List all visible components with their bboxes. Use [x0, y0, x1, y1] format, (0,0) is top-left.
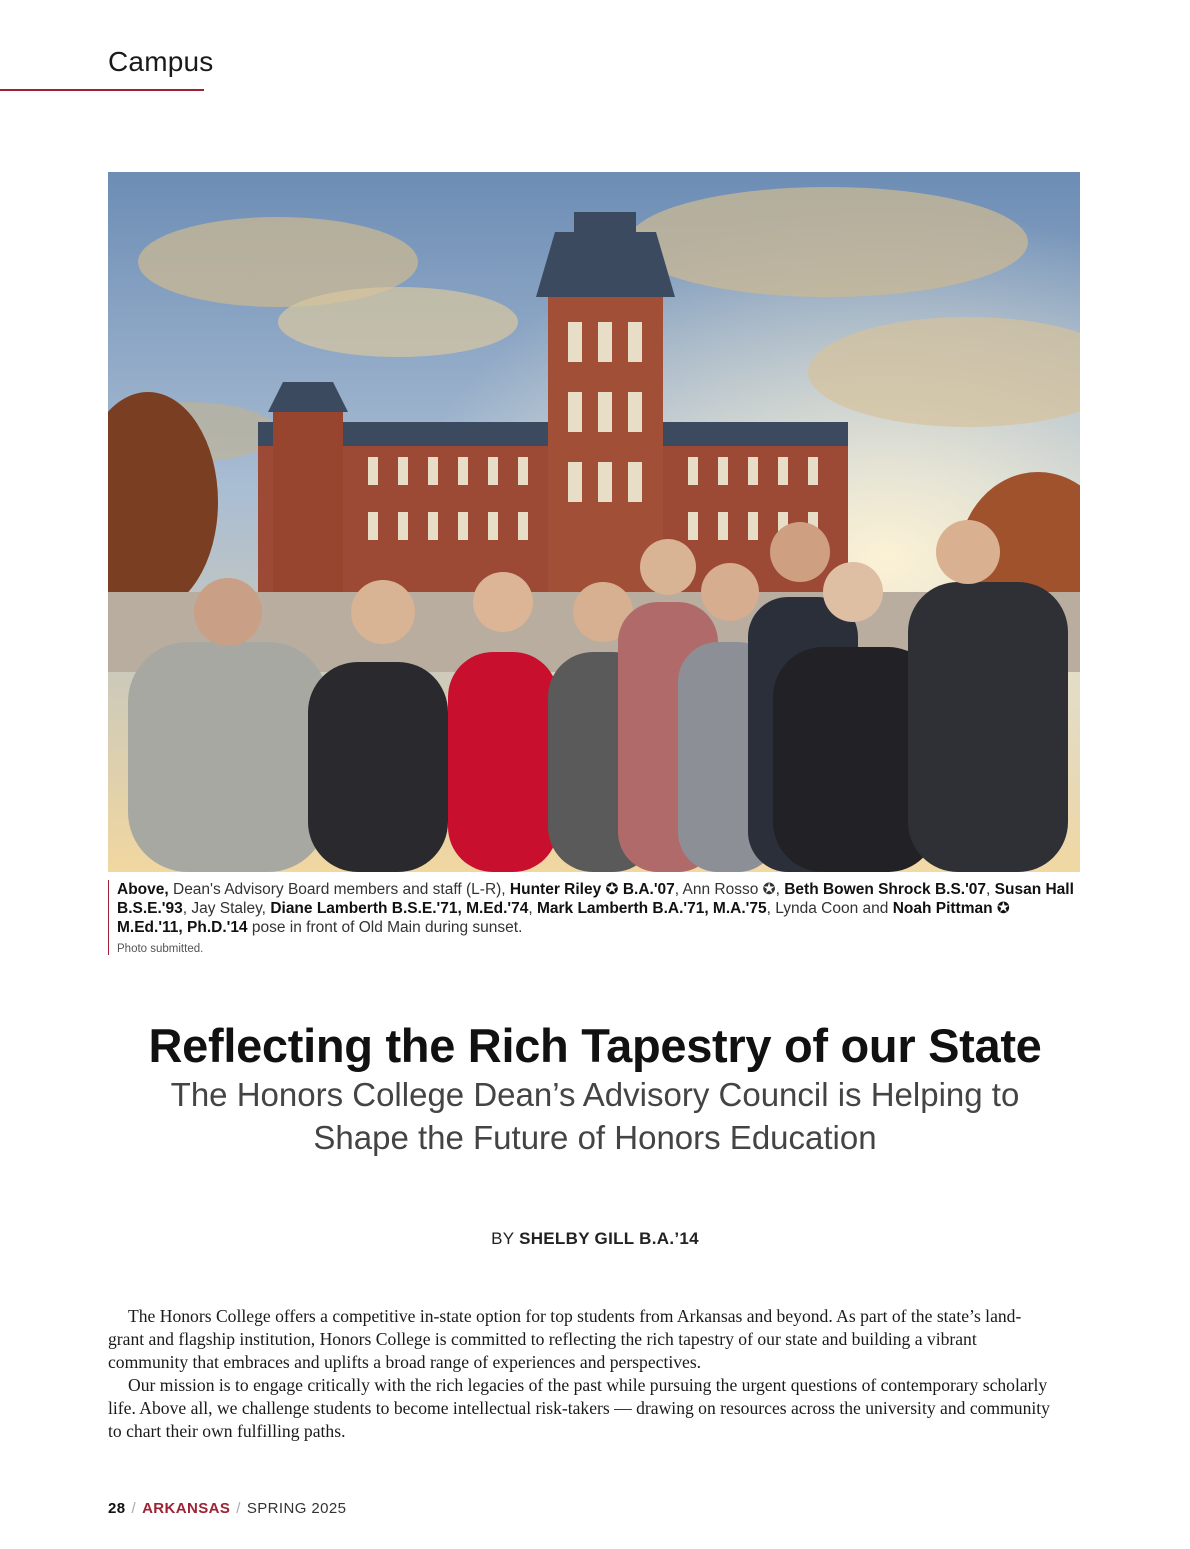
footer-separator: / [236, 1500, 241, 1517]
caption-segment: Dean's Advisory Board members and staff (L-R), [168, 881, 510, 898]
caption-name: Susan Hall B.S.E.'93 [117, 881, 1074, 917]
body-paragraph: Our mission is to engage critically with the rich legacies of the past while pursuing the urgent questions of contemporary scholarly life. Above all, we challenge students to become intellectual risk-takers — drawing on resources across the university and community to chart their own fulfilling paths. [108, 1375, 1050, 1441]
photo-caption [108, 880, 1074, 955]
caption-segment: , [986, 881, 995, 898]
caption-segment: pose in front of Old Main during sunset. [247, 919, 523, 936]
caption-name: Diane Lamberth B.S.E.'71, M.Ed.'74 [270, 900, 529, 917]
section-label: Campus [108, 46, 214, 77]
issue-label: SPRING 2025 [246, 1500, 347, 1517]
old-main-group-photo [108, 172, 1080, 872]
caption-name: Beth Bowen Shrock B.S.'07 [784, 881, 987, 898]
article-headline: Reflecting the Rich Tapestry of our State [148, 1019, 1042, 1072]
magazine-name: ARKANSAS [142, 1500, 231, 1517]
byline [0, 1229, 1190, 1249]
byline-prefix: BY [491, 1229, 515, 1248]
photo-credit: Photo submitted. [117, 943, 204, 955]
page-footer [108, 1500, 346, 1517]
byline-author: SHELBY GILL B.A.’14 [519, 1229, 699, 1248]
caption-segment: , Lynda Coon and [766, 900, 893, 917]
footer-separator: / [131, 1500, 137, 1517]
caption-name: Mark Lamberth B.A.'71, M.A.'75 [536, 900, 767, 917]
page-number: 28 [108, 1500, 126, 1517]
section-divider [0, 89, 204, 91]
caption-name: Noah Pittman ✪ M.Ed.'11, Ph.D.'14 [117, 900, 1010, 936]
article-body [108, 1305, 1054, 1443]
caption-name: Hunter Riley ✪ B.A.'07 [509, 881, 675, 898]
body-paragraph: The Honors College offers a competitive in-state option for top students from Arkansas and beyond. As part of the state’s land-grant and flagship institution, Honors College is committed to reflecting the rich tapestry of our state and building a vibrant community that embraces and uplifts a broad range of experiences and perspectives. [108, 1306, 1022, 1372]
caption-segment: , Ann Rosso ✪, [674, 881, 785, 898]
caption-lead: Above, [117, 881, 169, 898]
caption-text [117, 880, 1074, 937]
caption-segment: , Jay Staley, [182, 900, 271, 917]
caption-segment: , [528, 900, 537, 917]
feature-photo [108, 172, 1080, 872]
article-subhead: The Honors College Dean’s Advisory Council is Helping to Shape the Future of Honors Education [170, 1076, 1020, 1156]
